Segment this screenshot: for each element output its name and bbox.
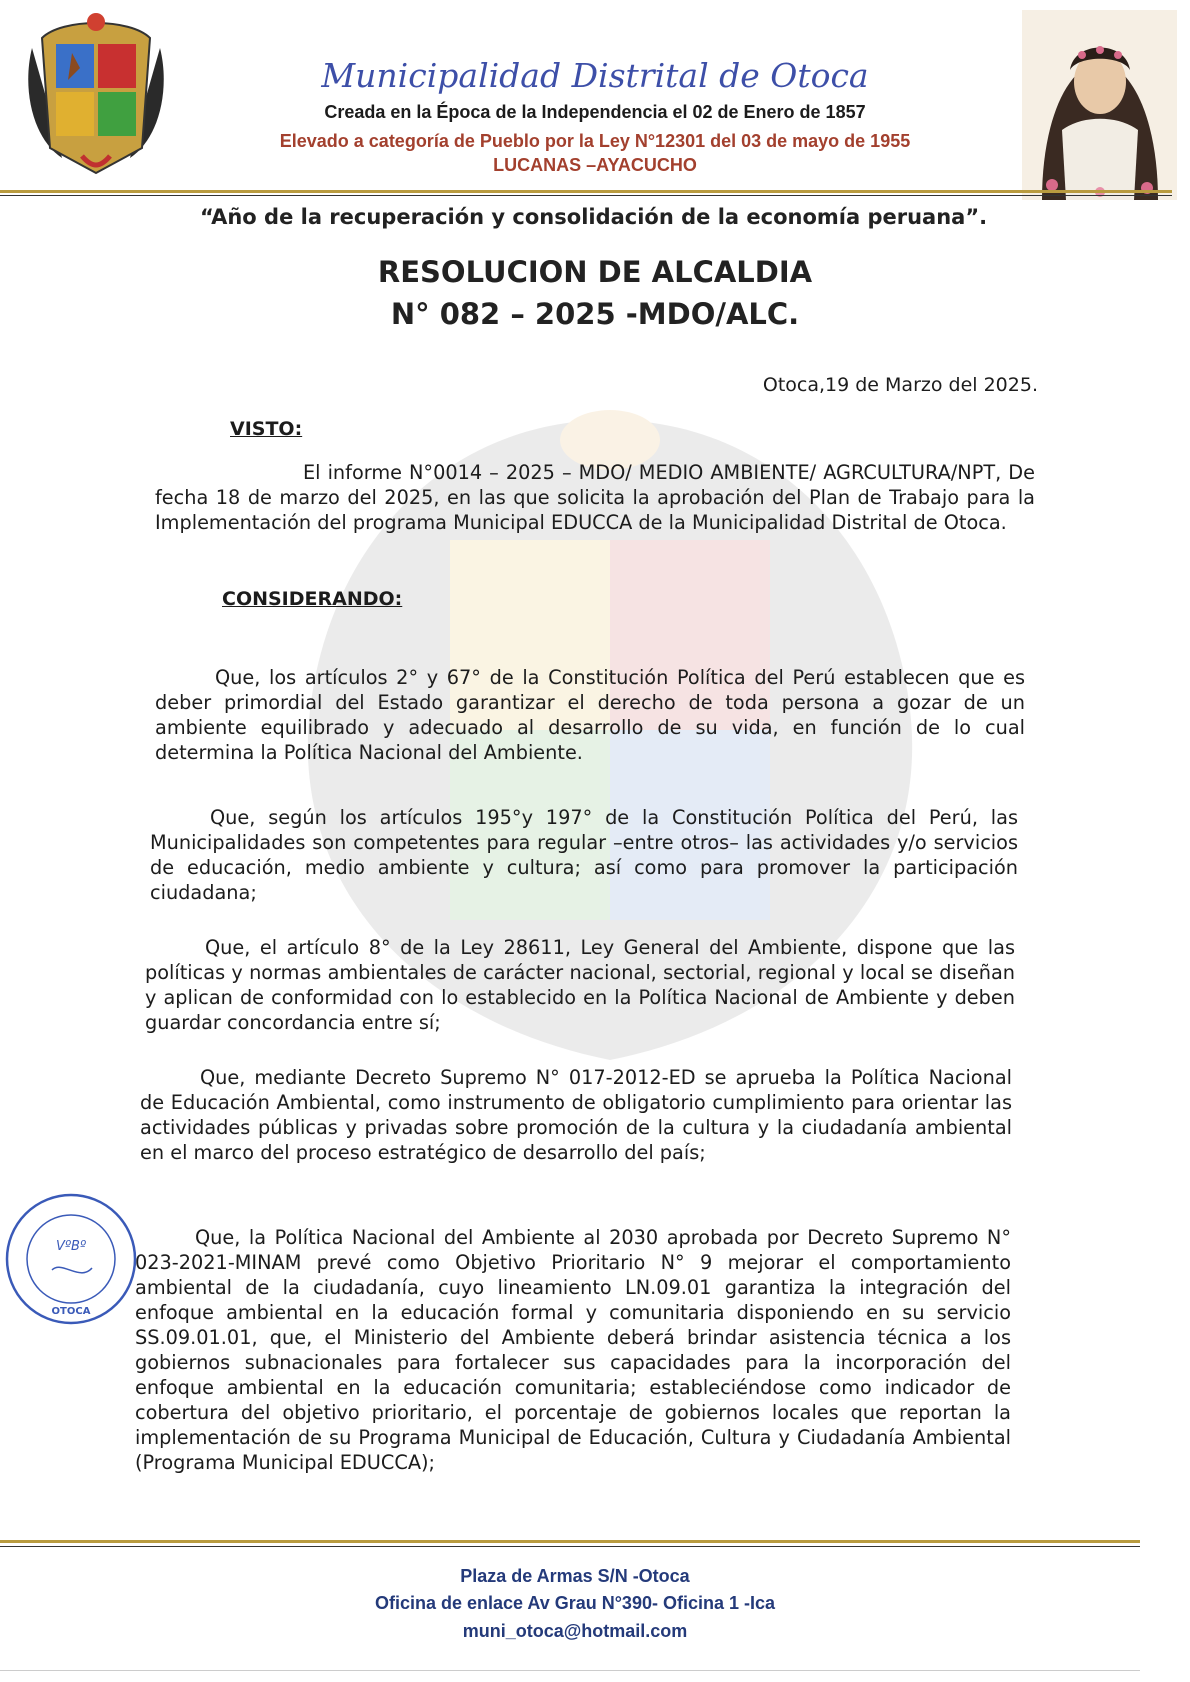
considerando-paragraph: Que, mediante Decreto Supremo N° 017-2012-ED se aprueba la Política Nacional de Educación Ambiental, como instrumento de obligatorio cumplimiento para orientar las actividades públicas y privadas sobre promoción de la cultura y la ciudadanía ambiental en el marco del proceso estratégico de desarrollo del país; (140, 1066, 1012, 1164)
footer-office: Oficina de enlace Av Grau N°390- Oficina 1 -Ica (374, 1593, 776, 1613)
considerando-paragraph: Que, los artículos 2° y 67° de la Constitución Política del Perú establecen que es deber primordial del Estado garantizar el derecho de toda persona a gozar de un ambiente equilibrado y adecuado al desarrollo de su vida, en función de lo cual determina la Política Nacional del Ambiente. (155, 666, 1025, 764)
elevation-note: Elevado a categoría de Pueblo por la Ley N°12301 del 03 de mayo de 1955 (279, 131, 911, 151)
visto-heading: VISTO: (230, 418, 303, 440)
saint-portrait (1022, 10, 1177, 200)
location: LUCANAS –AYACUCHO (493, 155, 697, 175)
considerando-paragraph: Que, según los artículos 195°y 197° de la Constitución Política del Perú, las Municipalidades son competentes para regular –entre otros– las actividades y/o servicios de educación, medio ambiente y cultura; así como para promover la participación ciudadana; (150, 806, 1018, 904)
year-motto: “Año de la recuperación y consolidación de la economía peruana”. (200, 205, 988, 229)
stamp-signature: VºBº (55, 1239, 87, 1254)
visto-paragraph: El informe N°0014 – 2025 – MDO/ MEDIO AMBIENTE/ AGRCULTURA/NPT, De fecha 18 de marzo del 2025, en las que solicita la aprobación del Plan de Trabajo para la Implementación del programa Municipal EDUCCA de la Municipalidad Distrital de Otoca. (155, 461, 1035, 534)
considerando-heading: CONSIDERANDO: (222, 588, 403, 610)
resolution-number: N° 082 – 2025 -MDO/ALC. (390, 297, 800, 331)
page-bottom-line (0, 1670, 1140, 1671)
footer-divider (0, 1540, 1140, 1543)
official-stamp (2, 1190, 140, 1328)
creation-note: Creada en la Época de la Independencia el 02 de Enero de 1857 (324, 102, 866, 122)
header-divider-thin (0, 195, 1172, 196)
footer-divider-thin (0, 1546, 1140, 1547)
document-title: RESOLUCION DE ALCALDIA (377, 255, 813, 289)
document-date: Otoca,19 de Marzo del 2025. (762, 374, 1038, 396)
municipality-name: Municipalidad Distrital de Otoca (321, 56, 869, 95)
footer-email: muni_otoca@hotmail.com (462, 1621, 688, 1641)
stamp-bottom-text: OTOCA (51, 1306, 91, 1317)
footer-address: Plaza de Armas S/N -Otoca (460, 1566, 690, 1586)
considerando-paragraph: Que, la Política Nacional del Ambiente al 2030 aprobada por Decreto Supremo N° 023-2021-MINAM prevé como Objetivo Prioritario N° 9 mejorar el comportamiento ambiental de la ciudadanía, cuyo lineamiento LN.09.01 garantiza la integración del enfoque ambiental en la educación formal y comunitaria disponiendo en su servicio SS.09.01.01, que, el Ministerio del Ambiente deberá brindar asistencia técnica a los gobiernos subnacionales para fortalecer sus capacidades para la incorporación del enfoque ambiental en la educación comunitaria; estableciéndose como indicador de cobertura del objetivo prioritario, el porcentaje de gobiernos locales que reportan la implementación de su Programa Municipal de Educación, Cultura y Ciudadanía Ambiental (Programa Municipal EDUCCA); (135, 1226, 1011, 1474)
municipal-coat-of-arms (22, 8, 170, 180)
considerando-paragraph: Que, el artículo 8° de la Ley 28611, Ley General del Ambiente, dispone que las políticas y normas ambientales de carácter nacional, sectorial, regional y local se diseñan y aplican de conformidad con lo establecido en la Política Nacional de Ambiente y deben guardar concordancia entre sí; (145, 936, 1015, 1034)
header-divider (0, 190, 1172, 193)
